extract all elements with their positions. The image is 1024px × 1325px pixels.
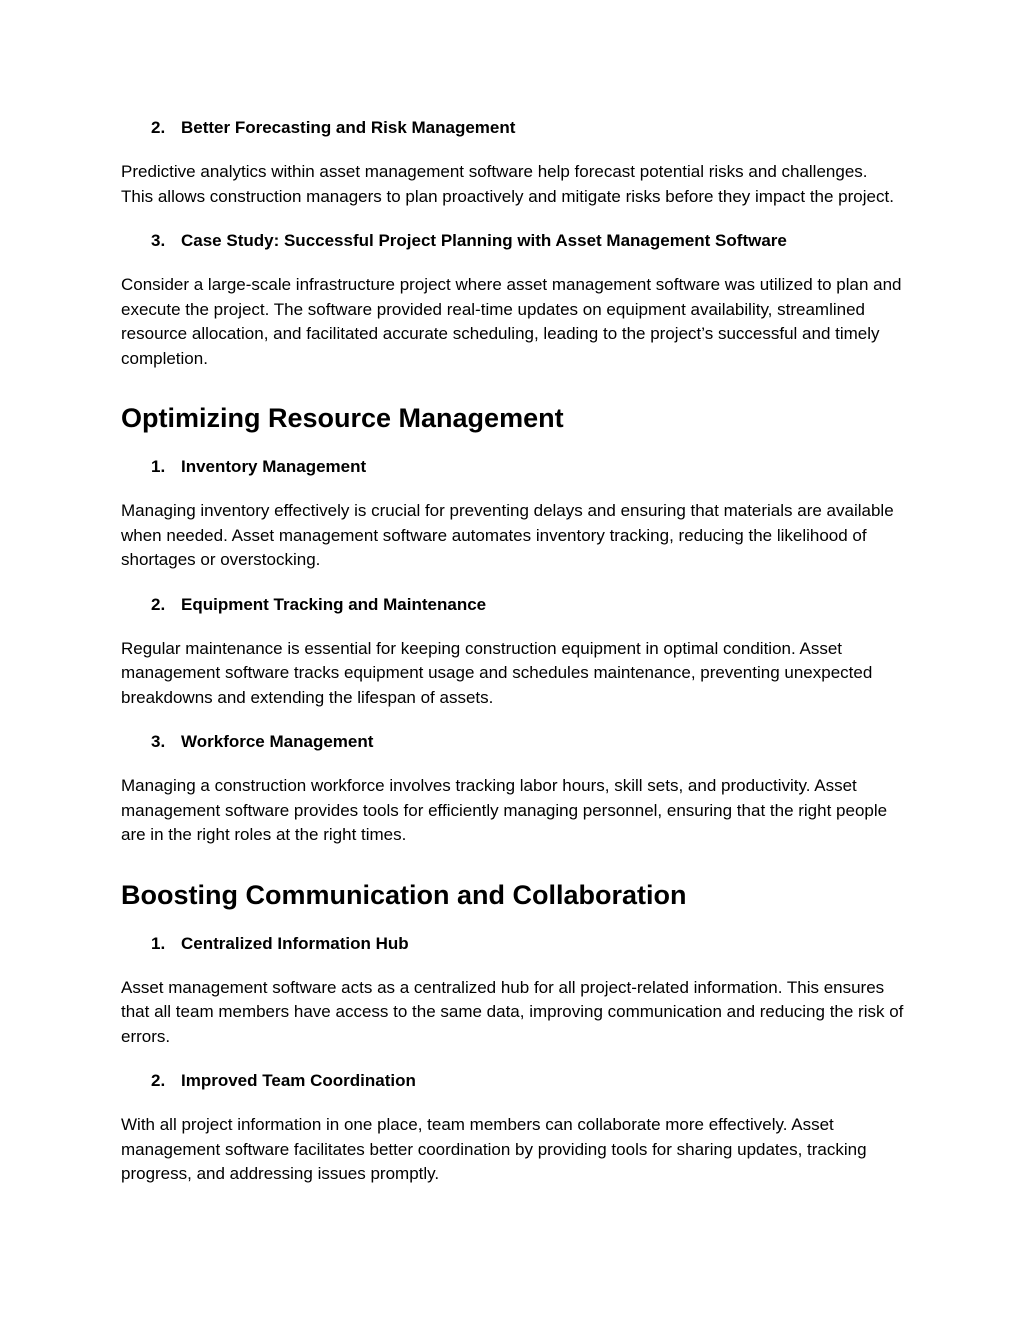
list-heading-text: Workforce Management bbox=[181, 732, 374, 751]
paragraph-workforce: Managing a construction workforce involves tracking labor hours, skill sets, and productivity. Asset management software provides tools for efficiently managing personnel, ensuring that the right people are in the right roles at the right times. bbox=[121, 776, 888, 844]
list-heading-forecasting bbox=[121, 116, 904, 140]
list-heading-text: Case Study: Successful Project Planning with Asset Management Software bbox=[181, 231, 787, 250]
list-heading-inventory bbox=[121, 455, 904, 479]
list-number: 2. bbox=[151, 594, 166, 614]
list-heading-text: Equipment Tracking and Maintenance bbox=[181, 594, 487, 614]
list-heading-case-study bbox=[121, 229, 904, 253]
list-heading-text: Centralized Information Hub bbox=[181, 933, 409, 953]
list-heading-text: Improved Team Coordination bbox=[181, 1071, 416, 1090]
list-number: 3. bbox=[151, 231, 166, 250]
paragraph-case-study: Consider a large-scale infrastructure project where asset management software was utilized to plan and execute the project. The software provided real-time updates on equipment availability, streamlined resource allocation, and facilitated accurate scheduling, leading to the project’s successful and timely completion. bbox=[121, 275, 902, 368]
list-number: 1. bbox=[151, 933, 166, 953]
list-heading-team-coordination bbox=[121, 1069, 904, 1093]
list-heading-text: Inventory Management bbox=[181, 457, 367, 476]
list-heading-equipment bbox=[121, 593, 904, 617]
paragraph-team-coordination: With all project information in one place, team members can collaborate more effectively. Asset management software facilitates better coordination by providing tools for sharing updates, tracking progress, and addressing issues promptly. bbox=[121, 1115, 867, 1183]
list-heading-text: Better Forecasting and Risk Management bbox=[181, 118, 516, 137]
list-number: 3. bbox=[151, 732, 166, 751]
paragraph-information-hub: Asset management software acts as a centralized hub for all project-related information. This ensures that all team members have access to the same data, improving communication and reducing the risk of errors. bbox=[121, 977, 904, 1046]
paragraph-inventory: Managing inventory effectively is crucial for preventing delays and ensuring that materials are available when needed. Asset management software automates inventory tracking, reducing the likelihood of shortages or overstocking. bbox=[121, 501, 894, 569]
list-number: 2. bbox=[151, 118, 166, 137]
paragraph-forecasting: Predictive analytics within asset management software help forecast potential risks and challenges. This allows construction managers to plan proactively and mitigate risks before they impact the project. bbox=[121, 162, 894, 206]
list-number: 1. bbox=[151, 457, 166, 476]
list-number: 2. bbox=[151, 1071, 166, 1090]
list-heading-information-hub bbox=[121, 932, 904, 956]
section-title-communication: Boosting Communication and Collaboration bbox=[121, 879, 687, 910]
section-title-resource-management: Optimizing Resource Management bbox=[121, 403, 564, 433]
list-heading-workforce bbox=[121, 730, 904, 754]
paragraph-equipment: Regular maintenance is essential for keeping construction equipment in optimal condition. Asset management software tracks equipment usage and schedules maintenance, preventing unexpected breakdowns and extending the lifespan of assets. bbox=[121, 638, 873, 707]
